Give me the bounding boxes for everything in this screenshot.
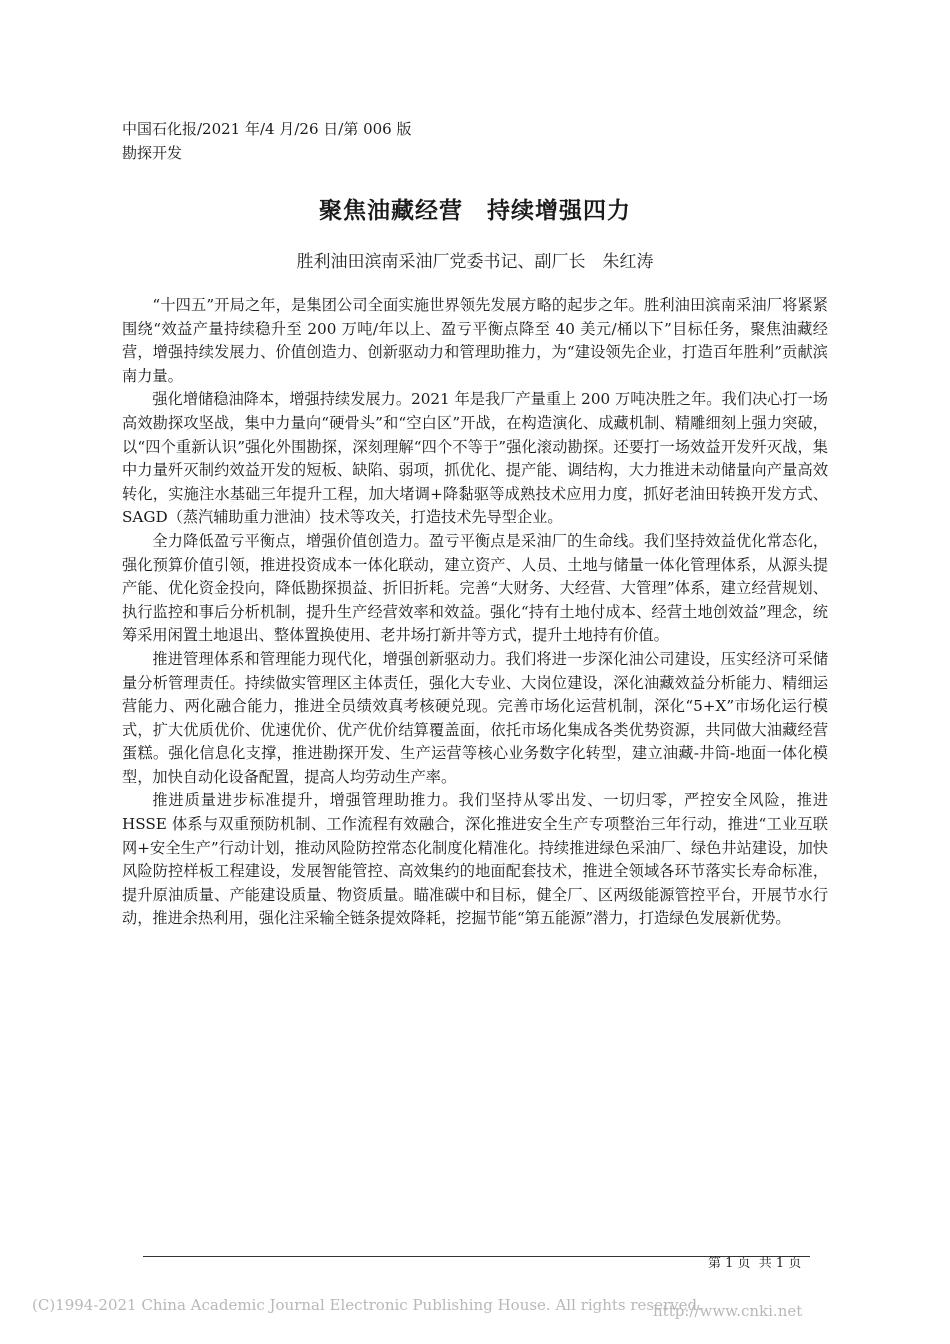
site-watermark: http://www.cnki.net (653, 1302, 803, 1320)
paragraph-1: “十四五”开局之年，是集团公司全面实施世界领先发展方略的起步之年。胜利油田滨南采油厂将紧紧围绕“效益产量持续稳升至 200 万吨/年以上、盈亏平衡点降至 40 美元/桶以下”目标任务，聚焦油藏经营，增强持续发展力、价值创造力、创新驱动力和管理助推力，为“建设领先企业，打造百年胜利”贡献滨南力量。 (122, 296, 828, 385)
article-body (122, 294, 828, 931)
copyright-watermark: (C)1994-2021 China Academic Journal Electronic Publishing House. All rights reserved. (32, 1296, 702, 1314)
paragraph-5: 推进质量进步标准提升，增强管理助推力。我们坚持从零出发、一切归零，严控安全风险，推进 HSSE 体系与双重预防机制、工作流程有效融合，深化推进安全生产专项整治三年行动，推进“工业互联网+安全生产”行动计划，推动风险防控常态化制度化精准化。持续推进绿色采油厂、绿色井站建设，加快风险防控样板工程建设，发展智能管控、高效集约的地面配套技术，推进全领域各环节落实长寿命标准，提升原油质量、产能建设质量、物资质量。瞄准碳中和目标，健全厂、区两级能源管控平台，开展节水行动，推进余热利用，强化注采输全链条提效降耗，挖掘节能“第五能源”潜力，打造绿色发展新优势。 (122, 791, 828, 928)
section-label: 勘探开发 (122, 144, 183, 162)
paragraph-4: 推进管理体系和管理能力现代化，增强创新驱动力。我们将进一步深化油公司建设，压实经济可采储量分析管理责任。持续做实管理区主体责任，强化大专业、大岗位建设，深化油藏效益分析能力、精细运营能力、两化融合能力，推进全员绩效真考核硬兑现。完善市场化运营机制，深化“5+X”市场化运行模式，扩大优质优价、优速优价、优产优价结算覆盖面，依托市场化集成各类优势资源，共同做大油藏经营蛋糕。强化信息化支撑，推进勘探开发、生产运营等核心业务数字化转型，建立油藏-井筒-地面一体化模型，加快自动化设备配置，提高人均劳动生产率。 (122, 649, 828, 786)
article-byline: 胜利油田滨南采油厂党委书记、副厂长 朱红涛 (296, 252, 654, 272)
paragraph-2: 强化增储稳油降本，增强持续发展力。2021 年是我厂产量重上 200 万吨决胜之年。我们决心打一场高效勘探攻坚战，集中力量向“硬骨头”和“空白区”开战，在构造演化、成藏机制、精雕细刻上强力突破，以“四个重新认识”强化外围勘探，深刻理解“四个不等于”强化滚动勘探。还要打一场效益开发歼灭战，集中力量歼灭制约效益开发的短板、缺陷、弱项，抓优化、提产能、调结构，大力推进未动储量向产量高效转化，实施注水基础三年提升工程，加大堵调+降黏驱等成熟技术应用力度，抓好老油田转换开发方式、SAGD（蒸汽辅助重力泄油）技术等攻关，打造技术先导型企业。 (122, 390, 828, 527)
article-title: 聚焦油藏经营 持续增强四力 (319, 198, 631, 224)
source-line: 中国石化报/2021 年/4 月/26 日/第 006 版 (122, 120, 412, 138)
paragraph-3: 全力降低盈亏平衡点，增强价值创造力。盈亏平衡点是采油厂的生命线。我们坚持效益优化常态化，强化预算价值引领，推进投资成本一体化联动，建立资产、人员、土地与储量一体化管理体系，从源头提产能、优化资金投向，降低勘探损益、折旧折耗。完善“大财务、大经营、大管理”体系，建立经营规划、执行监控和事后分析机制，提升生产经营效率和效益。强化“持有土地付成本、经营土地创效益”理念，统筹采用闲置土地退出、整体置换使用、老井场打新井等方式，提升土地持有价值。 (122, 531, 828, 645)
page-count: 第 1 页 共 1 页 (708, 1256, 802, 1271)
document-header (122, 117, 412, 165)
